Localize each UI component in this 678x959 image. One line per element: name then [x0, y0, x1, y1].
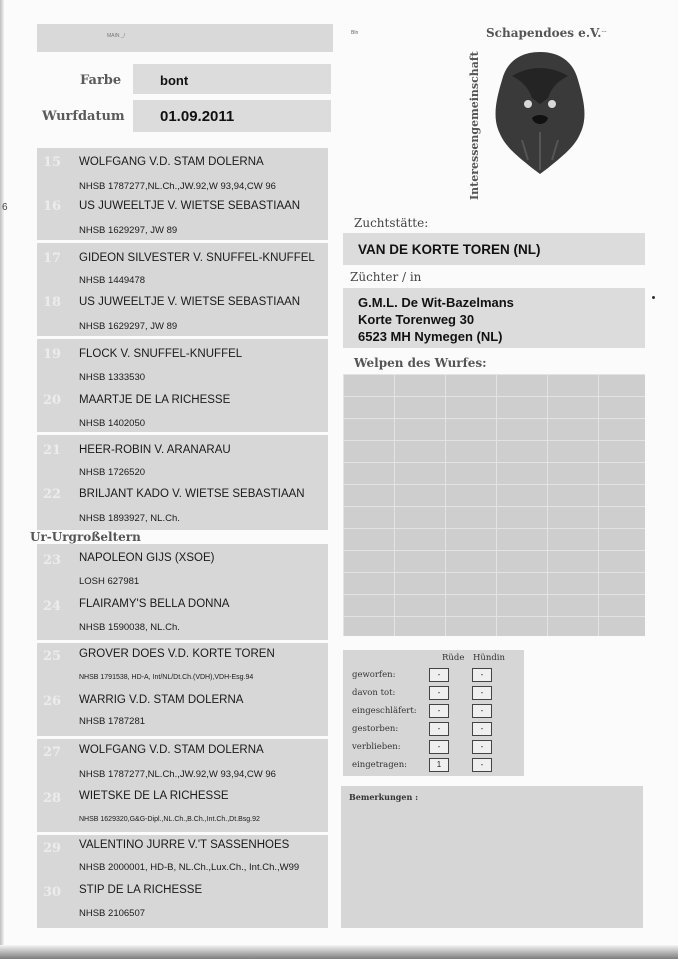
female-count: -: [472, 704, 492, 718]
dog-name: HEER-ROBIN V. ARANARAU: [79, 444, 231, 456]
notes-box: [341, 786, 643, 928]
registration: NHSB 1590038, NL.Ch.: [79, 622, 180, 633]
entry-number: 15: [43, 155, 62, 170]
registration: NHSB 1787277,NL.Ch.,JW.92,W 93,94,CW 96: [79, 181, 276, 192]
zuechter-field: [343, 288, 645, 348]
litter-row: [343, 721, 524, 739]
litter-row: [343, 703, 524, 721]
dog-name: STIP DE LA RICHESSE: [79, 884, 203, 896]
wurfdatum-field: [133, 100, 331, 132]
entry-number: 18: [43, 295, 62, 310]
entry-number: 17: [43, 251, 62, 266]
female-count: -: [472, 758, 492, 772]
entry-number: 26: [43, 694, 62, 709]
dog-name: VALENTINO JURRE V.'T SASSENHOES: [79, 839, 290, 851]
row-label: eingetragen:: [352, 760, 408, 770]
zuchtstaette-field: [343, 233, 645, 265]
sheepdog-logo-icon: [488, 46, 592, 176]
pair-divider: [37, 832, 328, 835]
litter-statistics-table: [343, 650, 524, 776]
litter-row: [343, 757, 524, 775]
entry-number: 22: [43, 487, 62, 502]
farbe-label: Farbe: [80, 73, 122, 88]
entry-number: 20: [43, 393, 62, 408]
top-bar: [37, 24, 333, 52]
female-count: -: [472, 686, 492, 700]
dog-name: NAPOLEON GIJS (XSOE): [79, 552, 215, 564]
entry-number: 24: [43, 599, 62, 614]
male-count: -: [429, 668, 449, 682]
litter-row: [343, 685, 524, 703]
registration: NHSB 1629320,G&G-Dipl.,NL.Ch.,B.Ch.,Int.Ch.,Dt.Bsg.92: [79, 816, 260, 823]
registration: NHSB 1787281: [79, 716, 146, 727]
row-label: gestorben:: [352, 724, 399, 734]
entry-number: 25: [43, 649, 62, 664]
pair-divider: [37, 240, 328, 243]
top-bar-tiny-text: MAIN _/: [107, 33, 126, 39]
entry-number: 30: [43, 885, 62, 900]
registration: NHSB 1629297, JW 89: [79, 321, 178, 332]
column-header-female: Hündin: [473, 653, 505, 663]
dog-name: WOLFGANG V.D. STAM DOLERNA: [79, 744, 264, 756]
entry-number: 27: [43, 745, 62, 760]
registration: NHSB 2000001, HD-B, NL.Ch.,Lux.Ch., Int.Ch.,W99: [79, 862, 300, 873]
column-header-male: Rüde: [442, 653, 465, 663]
entry-number: 16: [43, 199, 62, 214]
female-count: -: [472, 740, 492, 754]
dog-name: WARRIG V.D. STAM DOLERNA: [79, 694, 244, 706]
pair-divider: [37, 640, 328, 643]
welpen-label: Welpen des Wurfes:: [354, 356, 487, 370]
row-label: eingeschläfert:: [352, 706, 417, 716]
club-name: [486, 26, 607, 40]
zuechter-name: G.M.L. De Wit-Bazelmans: [358, 295, 514, 310]
club-name-suffix: ...: [601, 28, 607, 34]
zuechter-city: 6523 MH Nymegen (NL): [358, 329, 503, 344]
registration: NHSB 1726520: [79, 467, 146, 478]
pair-divider: [37, 432, 328, 435]
registration: NHSB 1333530: [79, 372, 146, 383]
dog-name: US JUWEELTJE V. WIETSE SEBASTIAAN: [79, 296, 301, 308]
male-count: -: [429, 722, 449, 736]
dog-name: MAARTJE DE LA RICHESSE: [79, 394, 231, 406]
dog-name: FLOCK V. SNUFFEL-KNUFFEL: [79, 348, 243, 360]
litter-row: [343, 667, 524, 685]
entry-number: 19: [43, 347, 62, 362]
farbe-field: [133, 64, 331, 94]
wurfdatum-value: 01.09.2011: [160, 108, 235, 125]
registration: NHSB 1893927, NL.Ch.: [79, 513, 180, 524]
zuchtstaette-label: Zuchtstätte:: [354, 216, 429, 230]
farbe-value: bont: [160, 73, 189, 88]
club-name-text: Schapendoes e.V.: [486, 26, 602, 40]
male-count: 1: [429, 758, 449, 772]
dog-name: BRILJANT KADO V. WIETSE SEBASTIAAN: [79, 488, 305, 500]
wurfdatum-label: Wurfdatum: [42, 109, 125, 124]
entry-number: 29: [43, 841, 62, 856]
club-vertical-text: Interessengemeinschaft: [468, 51, 481, 200]
female-count: -: [472, 668, 492, 682]
male-count: -: [429, 704, 449, 718]
zuchtstaette-value: VAN DE KORTE TOREN (NL): [358, 242, 541, 257]
zuechter-address: [358, 294, 514, 345]
puppies-grid: [343, 374, 645, 636]
litter-row: [343, 739, 524, 757]
male-count: -: [429, 686, 449, 700]
dog-name: FLAIRAMY'S BELLA DONNA: [79, 598, 230, 610]
margin-digit: 6: [2, 202, 8, 213]
dog-name: GROVER DOES V.D. KORTE TOREN: [79, 648, 275, 660]
page-bottom-shadow: [0, 945, 678, 959]
registration: NHSB 1449478: [79, 275, 146, 286]
ur-urgrosseltern-heading: Ur-Urgroßeltern: [30, 530, 141, 544]
zuechter-label: Züchter / in: [350, 270, 422, 284]
pair-divider: [37, 336, 328, 339]
corner-tiny-text: Bln: [351, 30, 359, 36]
notes-label: Bemerkungen :: [349, 792, 419, 802]
registration: NHSB 1629297, JW 89: [79, 225, 178, 236]
entry-number: 21: [43, 443, 62, 458]
male-count: -: [429, 740, 449, 754]
registration: NHSB 1402050: [79, 418, 146, 429]
page-edge-shadow: [0, 0, 4, 959]
registration: NHSB 2106507: [79, 908, 146, 919]
registration: LOSH 627981: [79, 576, 140, 587]
registration: NHSB 1787277,NL.Ch.,JW.92,W 93,94,CW 96: [79, 769, 276, 780]
entry-number: 23: [43, 553, 62, 568]
registration: NHSB 1791538, HD-A, Int/NL/Dt.Ch.(VDH),VDH-Esg.94: [79, 674, 254, 681]
zuechter-street: Korte Torenweg 30: [358, 312, 475, 327]
dog-name: GIDEON SILVESTER V. SNUFFEL-KNUFFEL: [79, 252, 315, 264]
dog-name: WOLFGANG V.D. STAM DOLERNA: [79, 156, 264, 168]
row-label: verblieben:: [352, 742, 401, 752]
pair-divider: [37, 736, 328, 739]
stray-dot: [652, 296, 655, 299]
entry-number: 28: [43, 791, 62, 806]
row-label: davon tot:: [352, 688, 396, 698]
row-label: geworfen:: [352, 670, 396, 680]
dog-name: WIETSKE DE LA RICHESSE: [79, 790, 229, 802]
dog-name: US JUWEELTJE V. WIETSE SEBASTIAAN: [79, 200, 301, 212]
female-count: -: [472, 722, 492, 736]
